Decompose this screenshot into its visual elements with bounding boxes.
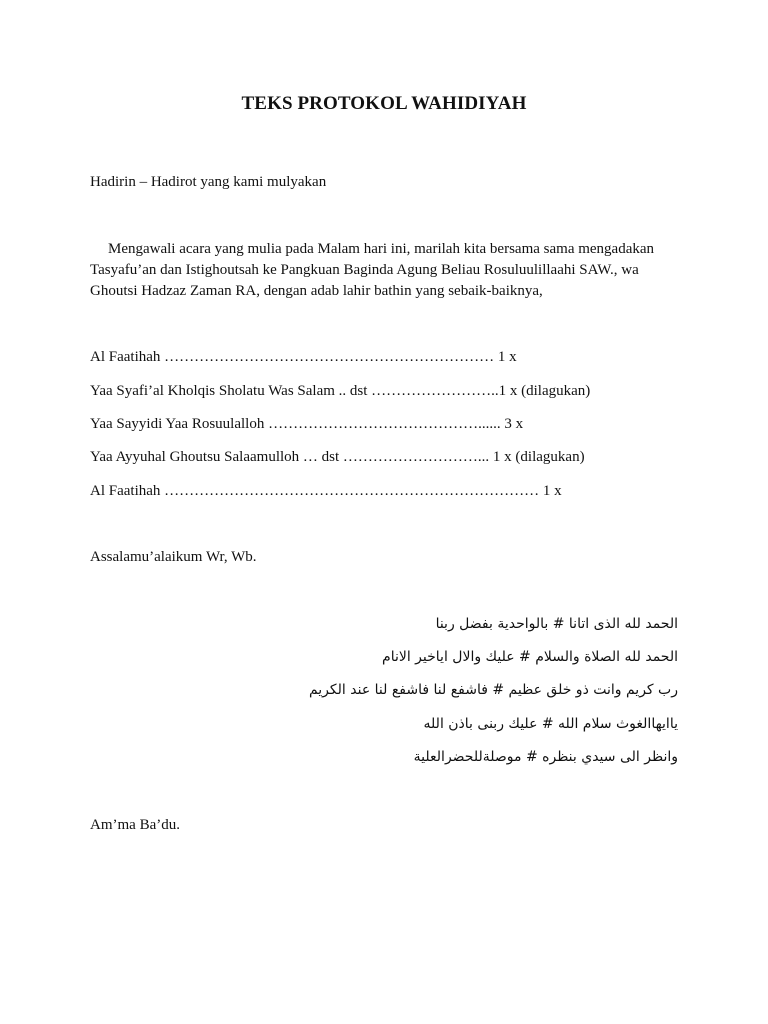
reading-line: Yaa Ayyuhal Ghoutsu Salaamulloh … dst ………………………... 1 x (dilagukan) [90,449,585,465]
arabic-verse: رب كريم وانت ذو خلق عظيم # فاشفع لنا فاشفع لنا عند الكريم [308,682,678,698]
reading-line: Yaa Sayyidi Yaa Rosuulalloh ……………………………………...... 3 x [90,416,524,432]
salam-line: Assalamu’alaikum Wr, Wb. [90,549,257,565]
arabic-verse: الحمد لله الذى اتانا # بالواحدية بفضل ربنا [435,616,678,632]
arabic-verse: ياايهاالغوث سلام الله # عليك ربنى باذن الله [423,716,678,732]
reading-line: Yaa Syafi’al Kholqis Sholatu Was Salam .. dst ……………………..1 x (dilagukan) [90,383,591,399]
closing-line: Am’ma Ba’du. [90,817,180,833]
opening-line: Tasyafu’an dan Istighoutsah ke Pangkuan Baginda Agung Beliau Rosuluulillaahi SAW., wa [90,262,639,278]
arabic-verse: وانظر الى سيدي بنظره # موصلةللحضرالعلية [413,749,678,765]
opening-line: Mengawali acara yang mulia pada Malam hari ini, marilah kita bersama sama mengadakan [108,241,655,257]
arabic-verse: الحمد لله الصلاة والسلام # عليك والال اياخير الانام [382,649,678,665]
opening-line: Ghoutsi Hadzaz Zaman RA, dengan adab lahir bathin yang sebaik-baiknya, [90,283,543,299]
opening-paragraph [90,239,680,302]
reading-line: Al Faatihah ………………………………………………………… 1 x [90,349,517,365]
greeting-line: Hadirin – Hadirot yang kami mulyakan [90,174,327,190]
document-title: TEKS PROTOKOL WAHIDIYAH [241,93,527,114]
reading-line: Al Faatihah ………………………………………………………………… 1 x [90,483,562,499]
